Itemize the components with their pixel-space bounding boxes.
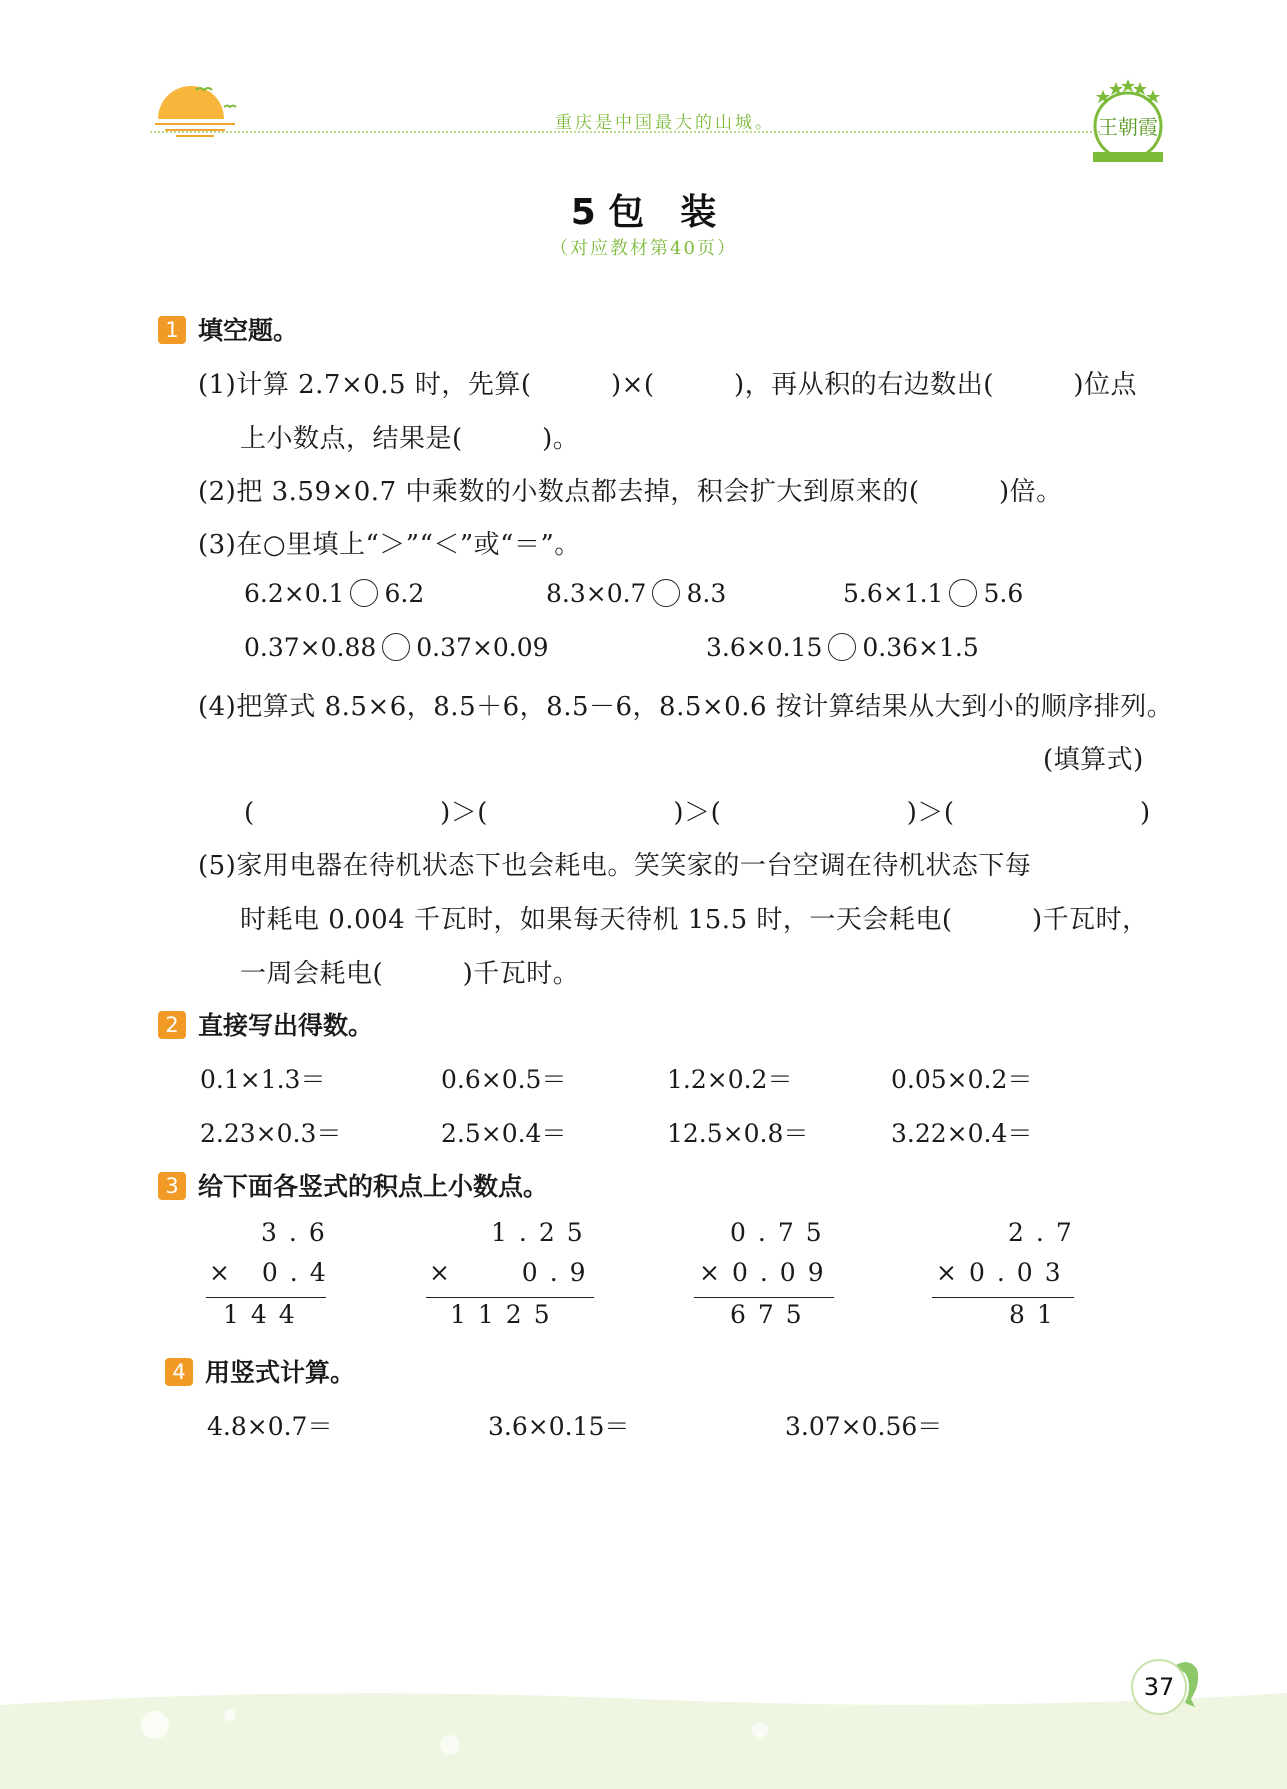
product: 81 (1009, 1300, 1065, 1329)
question-line: 一周会耗电( )千瓦时。 (240, 959, 580, 989)
comparison-item: 8.3×0.7 8.3 (546, 579, 727, 608)
multiplier: × 0.4 (209, 1258, 338, 1287)
answer-circle[interactable] (350, 579, 378, 607)
multiplier: ×0.03 (936, 1258, 1073, 1287)
expression: 1.2×0.2＝ (667, 1065, 793, 1094)
section-1-heading (158, 311, 298, 347)
answer-order-line: ( )＞( )＞( )＞( ) (244, 798, 1151, 828)
answer-circle[interactable] (382, 633, 410, 661)
multiplicand: 1.25 (491, 1218, 595, 1247)
calc-rule (426, 1297, 594, 1298)
multiplicand: 0.75 (730, 1218, 834, 1247)
footer-hill-decoration (0, 1685, 1287, 1789)
product: 675 (730, 1300, 814, 1329)
section-4-heading (165, 1353, 355, 1389)
calc-rule (932, 1297, 1074, 1298)
svg-text:王朝霞: 王朝霞 (1098, 115, 1158, 139)
section-heading-text: 填空题。 (198, 316, 299, 345)
expression: 0.05×0.2＝ (891, 1065, 1033, 1094)
sunset-logo-icon (150, 85, 240, 145)
comparison-item: 3.6×0.15 0.36×1.5 (706, 633, 979, 662)
brand-badge-logo (1085, 76, 1171, 166)
question-line: (4)把算式 8.5×6，8.5＋6，8.5－6，8.5×0.6 按计算结果从大到小的顺序排列。 (198, 692, 1174, 722)
expression: 2.23×0.3＝ (200, 1119, 342, 1148)
page-number: 37 (1131, 1659, 1187, 1715)
comparison-item: 5.6×1.1 5.6 (843, 579, 1024, 608)
question-line: (3)在○里填上“＞”“＜”或“＝”。 (198, 530, 581, 560)
page-title: 5 包 装 (570, 192, 717, 233)
question-line: 时耗电 0.004 千瓦时，如果每天待机 15.5 时，一天会耗电( )千瓦时， (240, 905, 1149, 935)
calc-rule (206, 1297, 326, 1298)
multiplier: × 0.9 (429, 1258, 598, 1287)
multiplier: ×0.09 (699, 1258, 836, 1287)
section-3-heading (158, 1167, 548, 1203)
product: 144 (223, 1300, 307, 1329)
expression: 3.22×0.4＝ (891, 1119, 1033, 1148)
section-2-heading (158, 1006, 373, 1042)
expression: 4.8×0.7＝ (207, 1412, 333, 1441)
answer-circle[interactable] (652, 579, 680, 607)
section-heading-text: 给下面各竖式的积点上小数点。 (198, 1172, 549, 1201)
expression: 0.1×1.3＝ (200, 1065, 326, 1094)
expression: 3.07×0.56＝ (785, 1412, 943, 1441)
section-heading-text: 直接写出得数。 (198, 1011, 374, 1040)
answer-circle[interactable] (949, 579, 977, 607)
comparison-item: 0.37×0.88 0.37×0.09 (244, 633, 549, 662)
question-hint: (填算式) (1043, 745, 1144, 775)
question-line: (2)把 3.59×0.7 中乘数的小数点都去掉，积会扩大到原来的( )倍。 (198, 477, 1063, 507)
multiplicand: 2.7 (1008, 1218, 1084, 1247)
header-motto: 重庆是中国最大的山城。 (555, 113, 775, 133)
section-number-badge: 1 (158, 316, 186, 344)
answer-circle[interactable] (828, 633, 856, 661)
question-line: (1)计算 2.7×0.5 时，先算( )×( )，再从积的右边数出( )位点 (198, 370, 1137, 400)
multiplicand: 3.6 (261, 1218, 337, 1247)
section-number-badge: 2 (158, 1011, 186, 1039)
product: 1125 (450, 1300, 562, 1329)
section-number-badge: 3 (158, 1172, 186, 1200)
question-line: 上小数点，结果是( )。 (240, 424, 580, 454)
page-subtitle: （对应教材第40页） (550, 238, 737, 259)
expression: 3.6×0.15＝ (488, 1412, 630, 1441)
expression: 12.5×0.8＝ (667, 1119, 809, 1148)
section-number-badge: 4 (165, 1358, 193, 1386)
expression: 2.5×0.4＝ (441, 1119, 567, 1148)
expression: 0.6×0.5＝ (441, 1065, 567, 1094)
question-line: (5)家用电器在待机状态下也会耗电。笑笑家的一台空调在待机状态下每 (198, 851, 1032, 881)
section-heading-text: 用竖式计算。 (205, 1358, 356, 1387)
calc-rule (694, 1297, 834, 1298)
comparison-item: 6.2×0.1 6.2 (244, 579, 425, 608)
